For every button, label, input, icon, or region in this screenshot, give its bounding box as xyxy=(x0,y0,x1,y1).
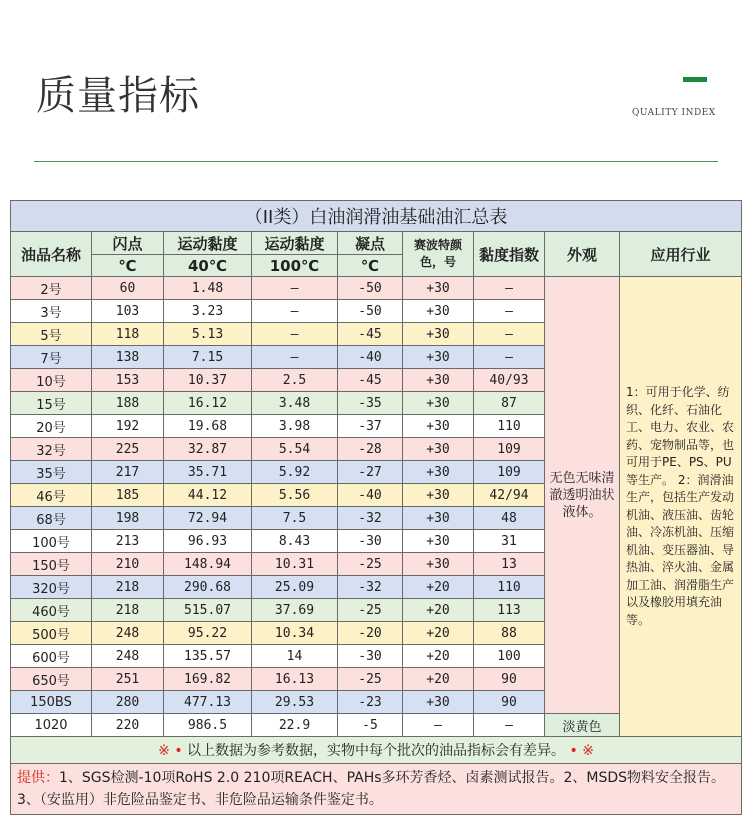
cell-visc100: 3.48 xyxy=(252,392,338,415)
cell-name: 500号 xyxy=(11,622,92,645)
header-divider xyxy=(34,161,718,162)
cell-vi: 90 xyxy=(474,691,545,714)
cell-saybolt: +30 xyxy=(403,300,474,323)
cell-saybolt: +30 xyxy=(403,415,474,438)
cell-vi: 90 xyxy=(474,668,545,691)
col-header-visc100: 运动黏度 xyxy=(252,232,338,255)
provide-item-1: 1、SGS检测-10项RoHS 2.0 210项REACH、PAHs多环芳香烃、卤素测试报告。 xyxy=(59,770,564,786)
cell-name: 150BS xyxy=(11,691,92,714)
col-header-flash: 闪点 xyxy=(92,232,164,255)
table-row xyxy=(11,277,742,300)
cell-pour: -32 xyxy=(338,507,403,530)
cell-pour: -25 xyxy=(338,599,403,622)
cell-name: 32号 xyxy=(11,438,92,461)
col-header-name: 油品名称 xyxy=(11,232,92,277)
appearance-cell-last: 淡黄色 xyxy=(545,714,620,737)
note-text: 以上数据为参考数据，实物中每个批次的油品指标会有差异。 xyxy=(187,743,566,759)
cell-pour: -25 xyxy=(338,668,403,691)
cell-flash: 225 xyxy=(92,438,164,461)
cell-visc40: 96.93 xyxy=(164,530,252,553)
cell-visc100: 25.09 xyxy=(252,576,338,599)
cell-saybolt: +30 xyxy=(403,369,474,392)
col-header-saybolt xyxy=(403,232,474,277)
cell-visc40: 19.68 xyxy=(164,415,252,438)
note-mark-right: • ※ xyxy=(569,743,594,759)
cell-saybolt: +20 xyxy=(403,668,474,691)
cell-flash: 185 xyxy=(92,484,164,507)
cell-visc40: 515.07 xyxy=(164,599,252,622)
cell-flash: 210 xyxy=(92,553,164,576)
cell-visc100: — xyxy=(252,300,338,323)
table-title: （II类）白油润滑油基础油汇总表 xyxy=(11,201,742,232)
cell-pour: -23 xyxy=(338,691,403,714)
cell-visc100: 5.92 xyxy=(252,461,338,484)
cell-visc40: 35.71 xyxy=(164,461,252,484)
saybolt-line1: 赛波特颜 xyxy=(413,238,462,252)
cell-pour: -25 xyxy=(338,553,403,576)
cell-name: 650号 xyxy=(11,668,92,691)
cell-pour: -35 xyxy=(338,392,403,415)
cell-flash: 192 xyxy=(92,415,164,438)
cell-vi: 48 xyxy=(474,507,545,530)
cell-pour: -30 xyxy=(338,645,403,668)
cell-vi: — xyxy=(474,277,545,300)
usage-cell: 1：可用于化学、纺织、化纤、石油化工、电力、农业、农药、宠物制品等，也可用于PE、PS、PU等生产。 2：润滑油生产，包括生产发动机油、液压油、齿轮油、冷冻机油、压缩机油、变压器油、导热油、淬火油、金属加工油、润滑脂生产以及橡胶用填充油等。 xyxy=(620,277,742,737)
cell-pour: -50 xyxy=(338,300,403,323)
cell-saybolt: +30 xyxy=(403,484,474,507)
cell-visc40: 477.13 xyxy=(164,691,252,714)
cell-visc40: 44.12 xyxy=(164,484,252,507)
cell-name: 2号 xyxy=(11,277,92,300)
cell-saybolt: +30 xyxy=(403,438,474,461)
cell-vi: 13 xyxy=(474,553,545,576)
cell-visc100: 5.56 xyxy=(252,484,338,507)
col-header-visc40: 运动黏度 xyxy=(164,232,252,255)
cell-vi: 109 xyxy=(474,438,545,461)
cell-saybolt: +30 xyxy=(403,323,474,346)
cell-name: 10号 xyxy=(11,369,92,392)
cell-vi: 113 xyxy=(474,599,545,622)
cell-visc100: 29.53 xyxy=(252,691,338,714)
provide-item-2: 2、MSDS物料安全报告。 xyxy=(563,770,726,786)
cell-visc100: 14 xyxy=(252,645,338,668)
col-header-usage: 应用行业 xyxy=(620,232,742,277)
cell-pour: -20 xyxy=(338,622,403,645)
cell-vi: 110 xyxy=(474,415,545,438)
cell-visc40: 290.68 xyxy=(164,576,252,599)
cell-name: 20号 xyxy=(11,415,92,438)
saybolt-line2: 色，号 xyxy=(419,255,456,269)
cell-flash: 188 xyxy=(92,392,164,415)
cell-visc40: 169.82 xyxy=(164,668,252,691)
col-header-appearance: 外观 xyxy=(545,232,620,277)
spec-table-container xyxy=(10,200,741,815)
cell-name: 100号 xyxy=(11,530,92,553)
cell-visc100: 16.13 xyxy=(252,668,338,691)
cell-name: 3号 xyxy=(11,300,92,323)
cell-flash: 218 xyxy=(92,576,164,599)
cell-saybolt: +20 xyxy=(403,576,474,599)
cell-name: 320号 xyxy=(11,576,92,599)
cell-visc100: 7.5 xyxy=(252,507,338,530)
cell-pour: -40 xyxy=(338,346,403,369)
cell-vi: 100 xyxy=(474,645,545,668)
cell-visc40: 135.57 xyxy=(164,645,252,668)
cell-pour: -45 xyxy=(338,323,403,346)
col-unit-visc100: 100℃ xyxy=(252,255,338,277)
cell-flash: 218 xyxy=(92,599,164,622)
cell-vi: 40/93 xyxy=(474,369,545,392)
provide-row xyxy=(11,764,742,815)
cell-pour: -37 xyxy=(338,415,403,438)
cell-flash: 138 xyxy=(92,346,164,369)
cell-flash: 153 xyxy=(92,369,164,392)
cell-pour: -40 xyxy=(338,484,403,507)
cell-visc40: 148.94 xyxy=(164,553,252,576)
cell-name: 460号 xyxy=(11,599,92,622)
cell-visc100: 10.34 xyxy=(252,622,338,645)
cell-pour: -28 xyxy=(338,438,403,461)
cell-saybolt: +20 xyxy=(403,599,474,622)
cell-saybolt: +30 xyxy=(403,530,474,553)
appearance-cell: 无色无味清澈透明油状液体。 xyxy=(545,277,620,714)
cell-saybolt: +20 xyxy=(403,622,474,645)
cell-flash: 220 xyxy=(92,714,164,737)
cell-visc40: 7.15 xyxy=(164,346,252,369)
cell-visc100: — xyxy=(252,323,338,346)
cell-saybolt: +20 xyxy=(403,645,474,668)
cell-flash: 248 xyxy=(92,645,164,668)
cell-vi: — xyxy=(474,300,545,323)
cell-vi: — xyxy=(474,346,545,369)
col-unit-flash: ℃ xyxy=(92,255,164,277)
cell-visc100: 37.69 xyxy=(252,599,338,622)
cell-flash: 280 xyxy=(92,691,164,714)
cell-visc100: 10.31 xyxy=(252,553,338,576)
cell-pour: -32 xyxy=(338,576,403,599)
cell-vi: 109 xyxy=(474,461,545,484)
provide-item-3: 3、（安监用）非危险品鉴定书、非危险品运输条件鉴定书。 xyxy=(17,792,383,808)
cell-name: 150号 xyxy=(11,553,92,576)
cell-saybolt: +30 xyxy=(403,346,474,369)
note-mark-left: ※ • xyxy=(158,743,183,759)
cell-name: 5号 xyxy=(11,323,92,346)
col-unit-visc40: 40℃ xyxy=(164,255,252,277)
cell-name: 15号 xyxy=(11,392,92,415)
cell-name: 35号 xyxy=(11,461,92,484)
cell-pour: -45 xyxy=(338,369,403,392)
col-header-pour: 凝点 xyxy=(338,232,403,255)
cell-visc100: 5.54 xyxy=(252,438,338,461)
page-subtitle: QUALITY INDEX xyxy=(632,108,716,118)
cell-visc100: 3.98 xyxy=(252,415,338,438)
cell-visc40: 10.37 xyxy=(164,369,252,392)
cell-name: 1020 xyxy=(11,714,92,737)
cell-visc40: 986.5 xyxy=(164,714,252,737)
cell-vi: 42/94 xyxy=(474,484,545,507)
cell-vi: 110 xyxy=(474,576,545,599)
cell-flash: 251 xyxy=(92,668,164,691)
cell-flash: 118 xyxy=(92,323,164,346)
cell-vi: 88 xyxy=(474,622,545,645)
cell-saybolt: +30 xyxy=(403,691,474,714)
cell-name: 46号 xyxy=(11,484,92,507)
cell-visc100: — xyxy=(252,346,338,369)
cell-visc40: 5.13 xyxy=(164,323,252,346)
spec-table-body xyxy=(11,277,742,737)
cell-saybolt: +30 xyxy=(403,277,474,300)
cell-vi: — xyxy=(474,714,545,737)
spec-table xyxy=(10,200,742,815)
cell-vi: — xyxy=(474,323,545,346)
cell-saybolt: — xyxy=(403,714,474,737)
cell-name: 600号 xyxy=(11,645,92,668)
note-row xyxy=(11,737,742,764)
col-unit-pour: ℃ xyxy=(338,255,403,277)
cell-saybolt: +30 xyxy=(403,553,474,576)
cell-visc40: 72.94 xyxy=(164,507,252,530)
cell-pour: -30 xyxy=(338,530,403,553)
cell-flash: 248 xyxy=(92,622,164,645)
cell-visc40: 3.23 xyxy=(164,300,252,323)
cell-visc100: 2.5 xyxy=(252,369,338,392)
provide-label: 提供： xyxy=(17,770,59,786)
cell-flash: 198 xyxy=(92,507,164,530)
cell-visc100: 22.9 xyxy=(252,714,338,737)
cell-name: 68号 xyxy=(11,507,92,530)
cell-vi: 87 xyxy=(474,392,545,415)
cell-flash: 217 xyxy=(92,461,164,484)
cell-vi: 31 xyxy=(474,530,545,553)
cell-saybolt: +30 xyxy=(403,507,474,530)
cell-visc40: 1.48 xyxy=(164,277,252,300)
cell-visc100: 8.43 xyxy=(252,530,338,553)
cell-flash: 213 xyxy=(92,530,164,553)
cell-pour: -27 xyxy=(338,461,403,484)
cell-flash: 60 xyxy=(92,277,164,300)
cell-visc40: 32.87 xyxy=(164,438,252,461)
cell-pour: -5 xyxy=(338,714,403,737)
cell-name: 7号 xyxy=(11,346,92,369)
cell-visc40: 95.22 xyxy=(164,622,252,645)
page-title: 质量指标 xyxy=(36,73,200,119)
cell-visc40: 16.12 xyxy=(164,392,252,415)
cell-flash: 103 xyxy=(92,300,164,323)
cell-pour: -50 xyxy=(338,277,403,300)
col-header-vi: 黏度指数 xyxy=(474,232,545,277)
accent-dash xyxy=(683,77,707,82)
cell-saybolt: +30 xyxy=(403,392,474,415)
cell-visc100: — xyxy=(252,277,338,300)
cell-saybolt: +30 xyxy=(403,461,474,484)
